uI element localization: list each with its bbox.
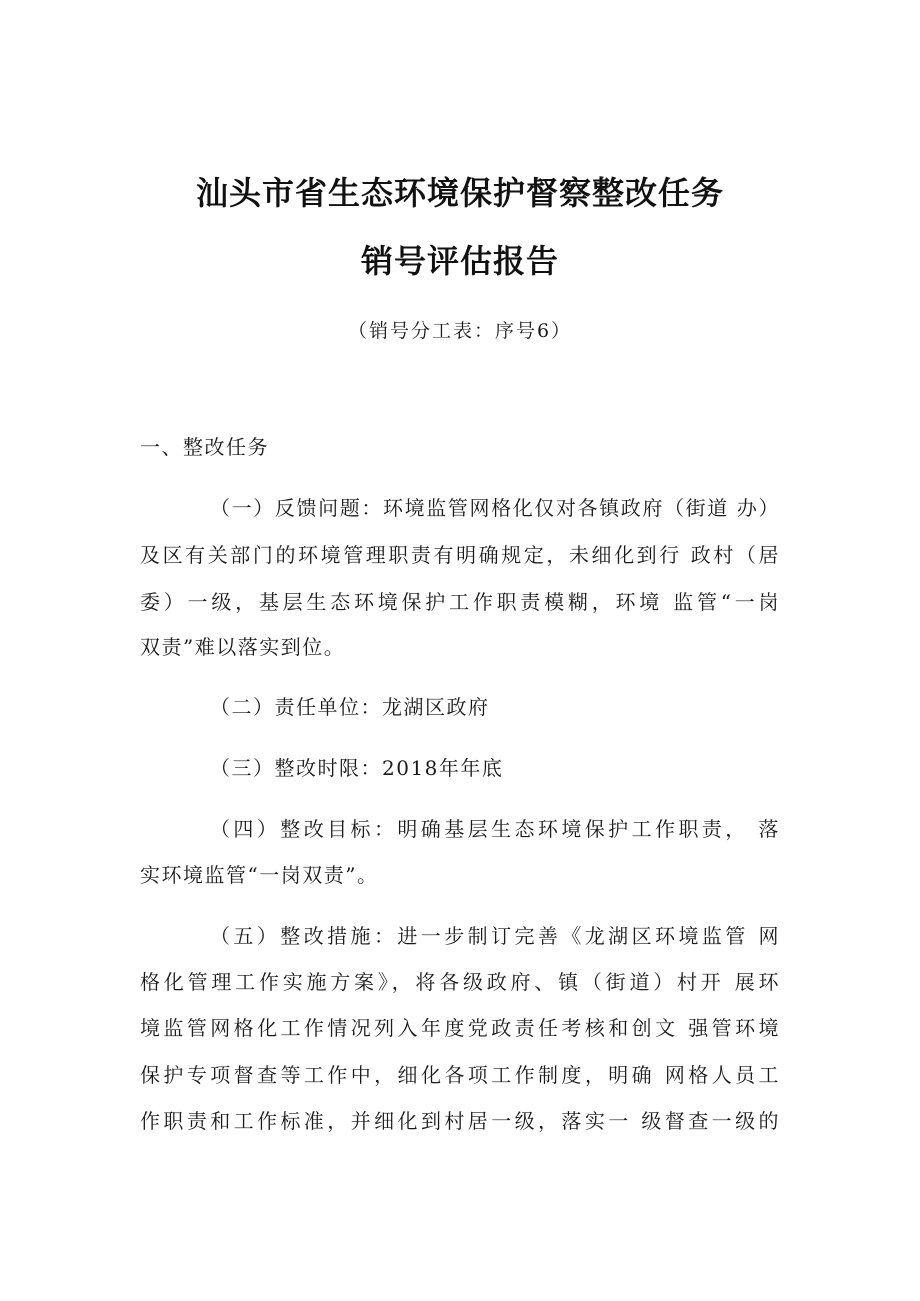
paragraph-line: （一）反馈问题：环境监管网格化仅对各镇政府（街道 办）	[210, 496, 780, 520]
section-heading: 一、整改任务	[140, 435, 269, 459]
paragraph-line: 委）一级，基层生态环境保护工作职责模糊，环境 监管“一岗	[140, 590, 780, 614]
paragraph-line: 及区有关部门的环境管理职责有明确规定，未细化到行 政村（居	[140, 543, 780, 567]
document-title-line2: 销号评估报告	[360, 242, 559, 280]
responsible-unit-line: （二）责任单位：龙湖区政府	[210, 695, 490, 719]
paragraph-line: （五）整改措施：进一步制订完善《龙湖区环境监管 网	[210, 924, 780, 948]
paragraph-line: 双责”难以落实到位。	[140, 635, 346, 659]
paragraph-line: 作职责和工作标准，并细化到村居一级，落实一 级督查一级的	[140, 1109, 780, 1133]
document-subtitle: （销号分工表：序号6）	[347, 320, 573, 342]
paragraph-line: 保护专项督查等工作中，细化各项工作制度，明确 网格人员工	[140, 1063, 780, 1087]
document-title-line1: 汕头市省生态环境保护督察整改任务	[195, 174, 724, 212]
paragraph-line: （四）整改目标：明确基层生态环境保护工作职责， 落	[210, 817, 780, 841]
paragraph-line: 格化管理工作实施方案》，将各级政府、镇（街道）村开 展环	[140, 970, 780, 994]
paragraph-line: 实环境监管“一岗双责”。	[140, 863, 379, 887]
deadline-line: （三）整改时限：2018年年底	[210, 756, 504, 780]
paragraph-line: 境监管网格化工作情况列入年度党政责任考核和创文 强管环境	[140, 1016, 780, 1040]
